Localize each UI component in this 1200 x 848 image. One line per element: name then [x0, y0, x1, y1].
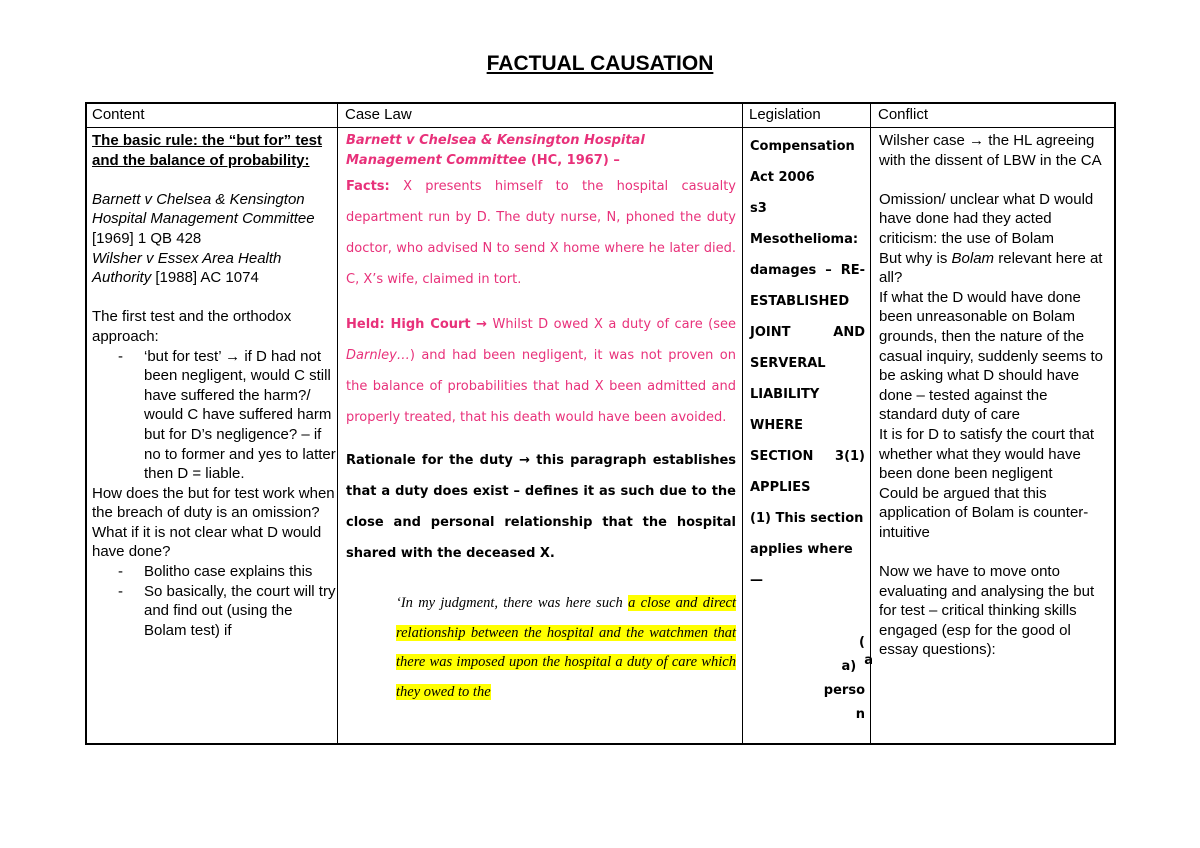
rationale-paragraph: Rationale for the duty → this paragraph establishes that a duty does exist – defines it as such due to the close and personal relationship that the hospital shared with the deceased X. [346, 453, 737, 561]
legislation-fragment: a) a [841, 653, 873, 674]
omission-question: How does the but for test work when the breach of duty is an omission? What if it is not clear what D would have done? [92, 484, 335, 561]
header-conflict: Conflict [878, 106, 929, 123]
conflict-cell [879, 131, 1109, 743]
facts-paragraph: Facts: X presents himself to the hospital casualty department run by D. The duty nurse, N, phoned the duty doctor, who advised N to send X home where he later died. C, X’s wife, claimed in tort. [346, 179, 736, 287]
list-item: - So basically, the court will try and find out (using the Bolam test) if [118, 582, 336, 639]
column-divider [870, 104, 871, 743]
legislation-line: ESTABLISHED [750, 294, 850, 309]
case-title: Barnett v Chelsea & Kensington Hospital Management Committee (HC, 1967) – [346, 133, 645, 168]
legislation-line: Compensation [750, 139, 855, 154]
legislation-line: Act 2006 [750, 170, 815, 185]
conflict-paragraph: Wilsher case → the HL agreeing with the dissent of LBW in the CA [879, 132, 1102, 169]
conflict-paragraph: Omission/ unclear what D would have done had they acted criticism: the use of Bolam [879, 190, 1094, 247]
case-reference: Wilsher v Essex Area Health Authority [1988] AC 1074 [92, 249, 282, 287]
header-case-law: Case Law [345, 106, 412, 123]
conflict-paragraph: But why is Bolam relevant here at all? [879, 249, 1103, 287]
held-paragraph: Held: High Court → Whilst D owed X a duty of care (see Darnley…) and had been negligent, it was not proven on the balance of probabilities that had X been admitted and properly treated, that his death would have been avoided. [346, 317, 737, 425]
legislation-line: APPLIES [750, 480, 811, 495]
legislation-line: Mesothelioma: [750, 232, 859, 247]
case-law-cell [346, 131, 736, 743]
content-cell [92, 131, 337, 743]
conflict-paragraph: It is for D to satisfy the court that whether what they would have been done been negligent [879, 425, 1095, 483]
case-reference: Barnett v Chelsea & Kensington Hospital Management Committee [1969] 1 QB 428 [92, 190, 315, 247]
list-item: - ‘but for test’ → if D had not been negligent, would C still have suffered the harm?/ would C have suffered harm but for D’s negligence? – if no to former and yes to latter then D = liable. [118, 347, 336, 483]
bullet-list [92, 347, 337, 484]
legislation-line: (1) This section [750, 511, 864, 526]
legislation-line: applies where— [750, 542, 853, 588]
list-item: - Bolitho case explains this [118, 563, 313, 581]
legislation-line: JOINT AND [750, 325, 865, 340]
legislation-line: LIABILITY [750, 387, 820, 402]
legislation-cell [750, 131, 873, 743]
legislation-line: SECTION 3(1) [750, 449, 865, 464]
legislation-fragment: n [855, 707, 865, 722]
legislation-line: SERVERAL [750, 356, 826, 371]
conflict-paragraph: Now we have to move onto evaluating and analysing the but for test – critical thinking skills engaged (esp for the good ol essay questions): [879, 563, 1095, 659]
conflict-paragraph: Could be argued that this application of Bolam is counter-intuitive [879, 484, 1089, 541]
legislation-fragment: ( [859, 635, 865, 650]
page-title: FACTUAL CAUSATION [486, 52, 714, 75]
notes-table [85, 102, 1116, 745]
first-test-text: The first test and the orthodox approach: [92, 308, 292, 345]
legislation-line: WHERE [750, 418, 803, 433]
header-legislation: Legislation [749, 106, 821, 123]
conflict-paragraph: If what the D would have done been unreasonable on Bolam grounds, then the nature of the casual inquiry, suddenly seems to be asking what D should have done – tested against the standard duty of care [879, 288, 1104, 424]
bullet-list [92, 562, 337, 640]
legislation-fragment: perso [823, 683, 865, 698]
rule-heading: The basic rule: the “but for” test and the balance of probability: [92, 132, 323, 169]
legislation-line: s3 [750, 201, 767, 216]
header-divider [87, 127, 1114, 128]
column-divider [742, 104, 743, 743]
judgment-quote: ‘In my judgment, there was here such a close and direct relationship between the hospital and the watchmen that there was imposed upon the hospital a duty of care which they owed to the [396, 595, 737, 700]
legislation-line: damages – RE- [750, 263, 865, 278]
header-content: Content [92, 106, 145, 123]
column-divider [337, 104, 338, 743]
